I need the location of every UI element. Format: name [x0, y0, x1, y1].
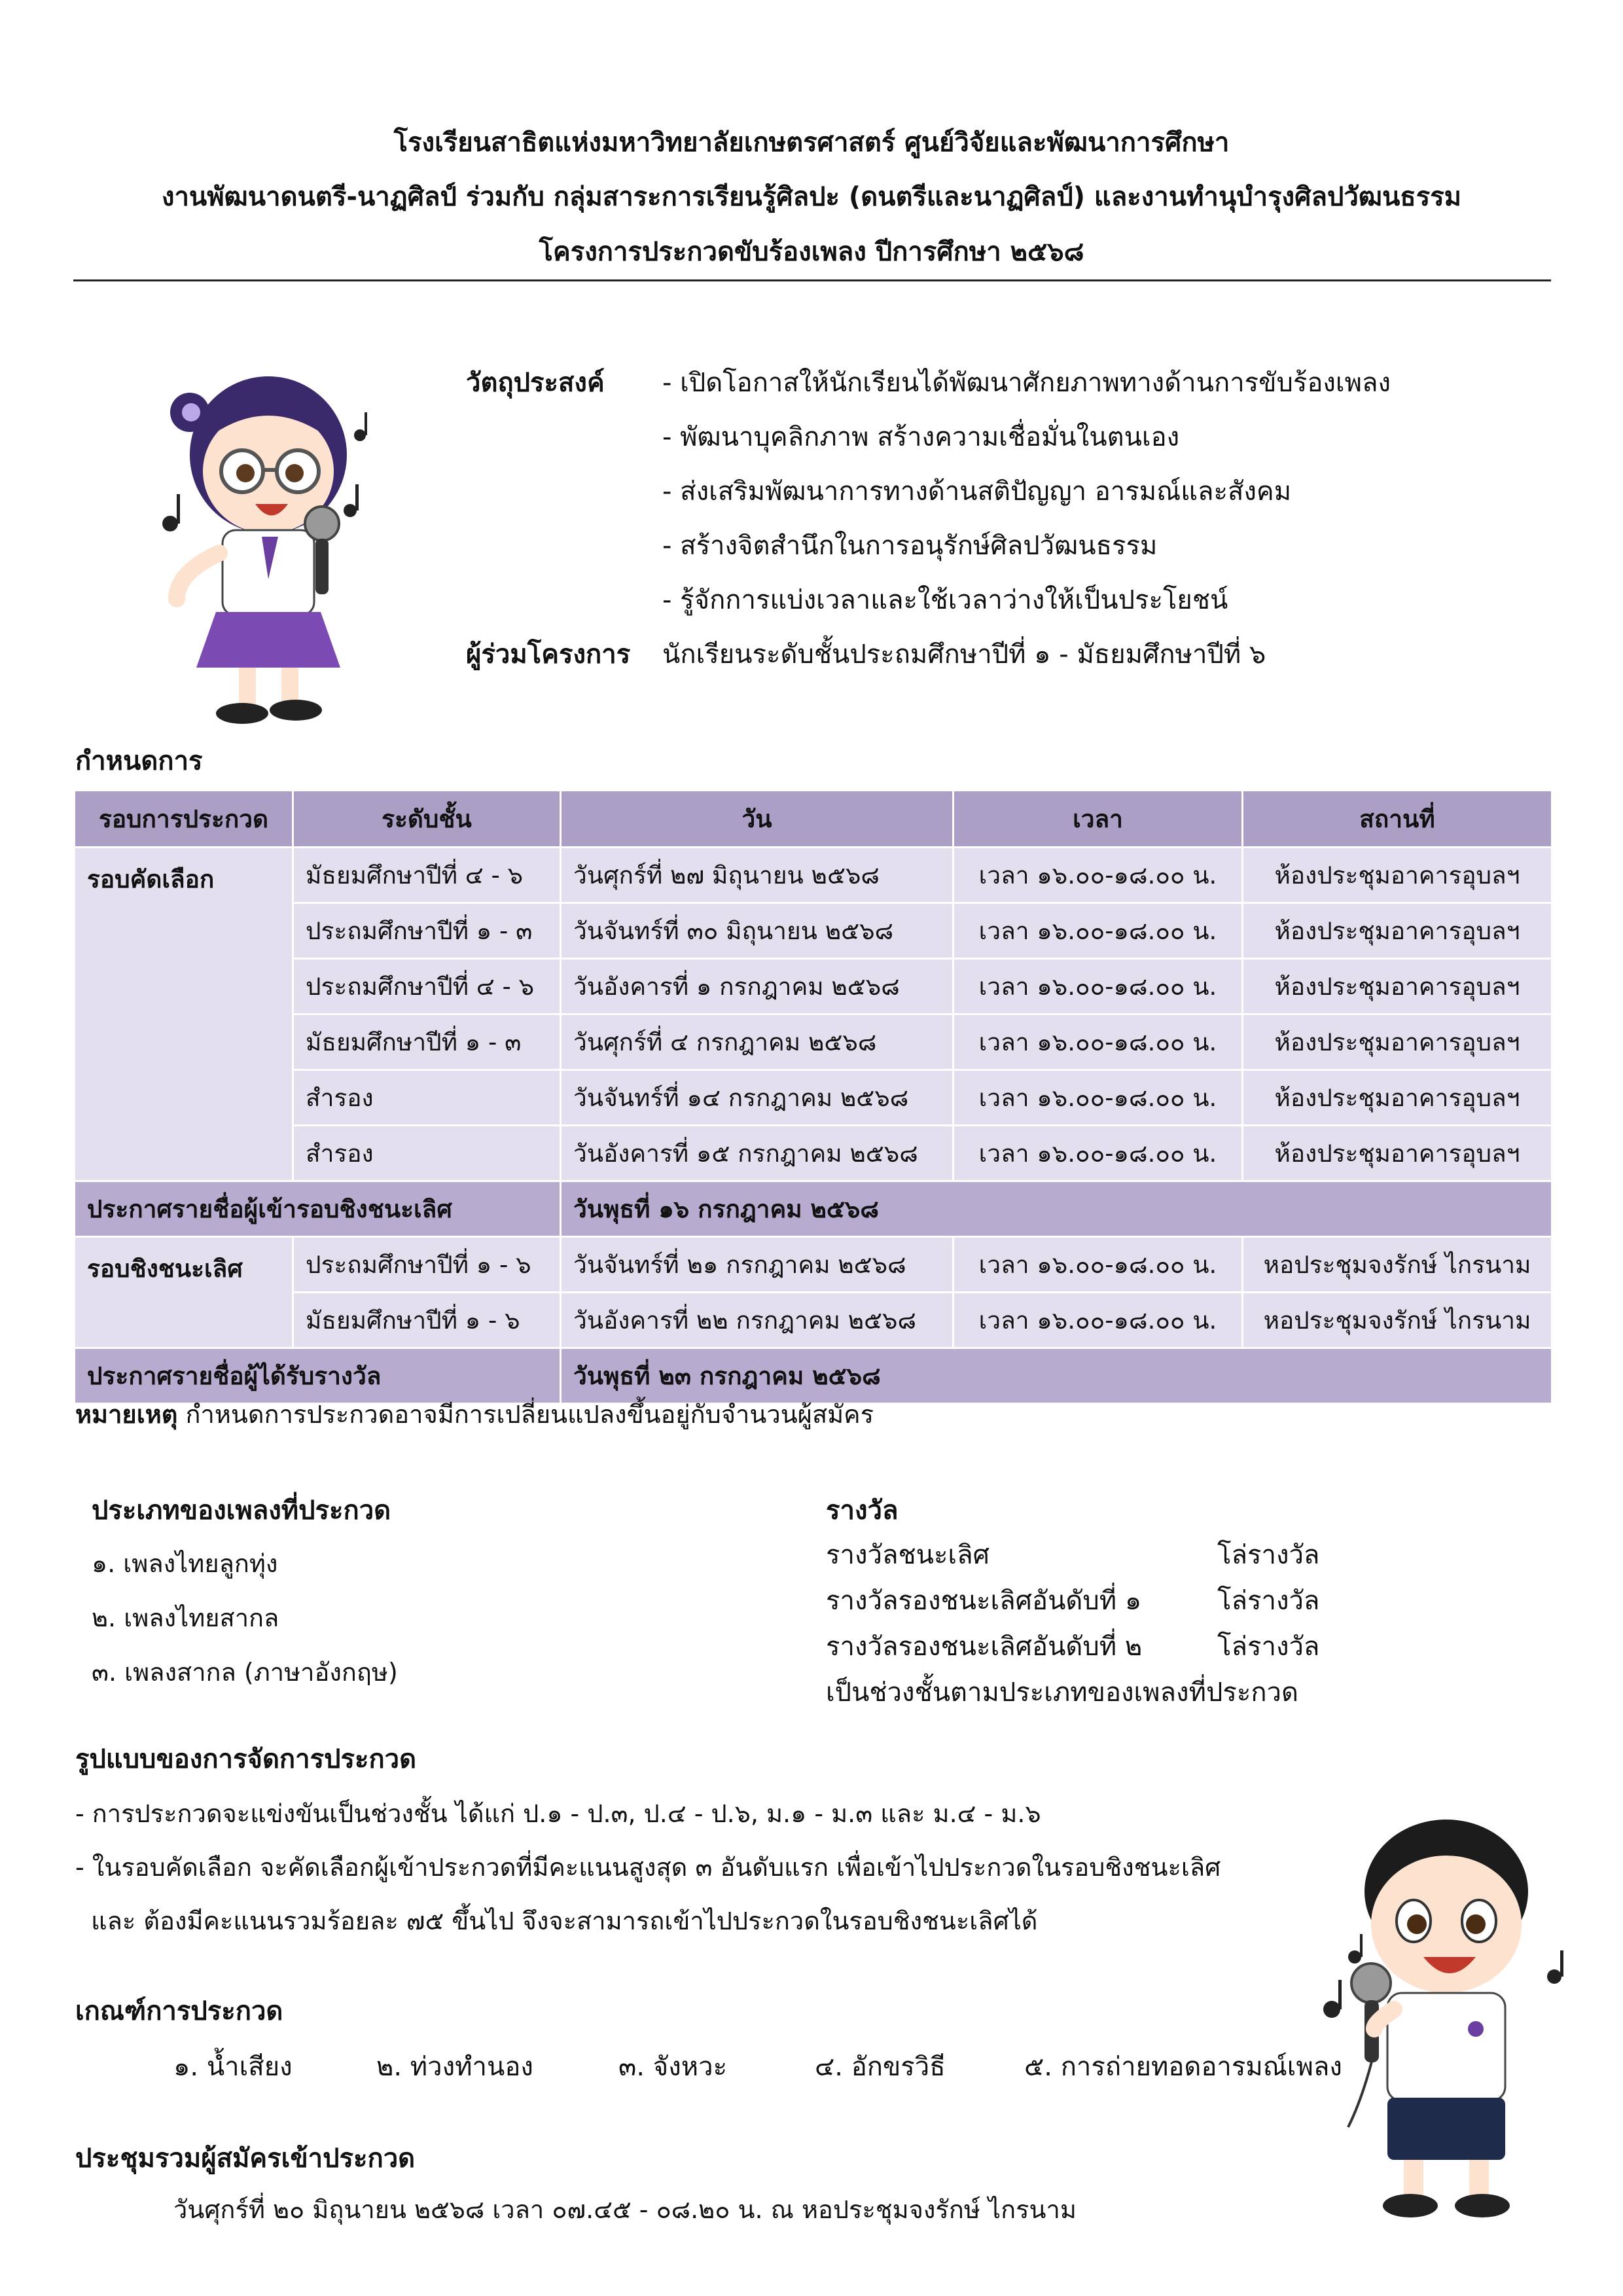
table-row	[75, 848, 1552, 903]
schedule-header-row	[75, 791, 1552, 848]
objective-item-4: - สร้างจิตสำนึกในการอนุรักษ์ศิลปวัฒนธรรม	[662, 531, 1158, 561]
level-cell: ประถมศึกษาปีที่ ๑ - ๖	[293, 1237, 561, 1293]
meeting-text: วันศุกร์ที่ ๒๐ มิถุนายน ๒๕๖๘ เวลา ๐๗.๔๕ - ๐๘.๒๐ น. ณ หอประชุมจงรักษ์ ไกรนาม	[173, 2195, 1077, 2224]
date-cell: วันจันทร์ที่ ๑๔ กรกฎาคม ๒๕๖๘	[561, 1070, 954, 1126]
date-cell: วันอังคารที่ ๒๒ กรกฎาคม ๒๕๖๘	[561, 1293, 954, 1348]
criteria-item: ๕. การถ่ายทอดอารมณ์เพลง	[1024, 2052, 1342, 2082]
col-header-level: ระดับชั้น	[293, 791, 561, 848]
award-prize: โล่รางวัล	[1217, 1586, 1320, 1616]
date-cell: วันอังคารที่ ๑ กรกฎาคม ๒๕๖๘	[561, 959, 954, 1014]
place-cell: ห้องประชุมอาคารอุบลฯ	[1243, 1126, 1552, 1181]
header-line-3: โครงการประกวดขับร้องเพลง ปีการศึกษา ๒๕๖๘	[539, 237, 1084, 267]
table-row	[75, 903, 1552, 959]
objective-item-5: - รู้จักการแบ่งเวลาและใช้เวลาว่างให้เป็นประโยชน์	[662, 585, 1228, 615]
format-line-3: และ ต้องมีคะแนนรวมร้อยละ ๗๕ ขึ้นไป จึงจะสามารถเข้าไปประกวดในรอบชิงชนะเลิศได้	[75, 1907, 1038, 1935]
table-row	[75, 1237, 1552, 1293]
song-type-item: ๑. เพลงไทยลูกทุ่ง	[92, 1549, 278, 1578]
time-cell: เวลา ๑๖.๐๐-๑๘.๐๐ น.	[954, 1014, 1243, 1070]
time-cell: เวลา ๑๖.๐๐-๑๘.๐๐ น.	[954, 1237, 1243, 1293]
header-line-2: งานพัฒนาดนตรี-นาฏศิลป์ ร่วมกับ กลุ่มสาระการเรียนรู้ศิลปะ (ดนตรีและนาฏศิลป์) และงานทำนุบำรุงศิลปวัฒนธรรม	[161, 182, 1462, 212]
col-header-place: สถานที่	[1243, 791, 1552, 848]
format-line-2: - ในรอบคัดเลือก จะคัดเลือกผู้เข้าประกวดที่มีคะแนนสูงสุด ๓ อันดับแรก เพื่อเข้าไปประกวดในรอบชิงชนะเลิศ	[75, 1853, 1221, 1882]
participants-value: นักเรียนระดับชั้นประถมศึกษาปีที่ ๑ - มัธยมศึกษาปีที่ ๖	[662, 639, 1266, 670]
awards-title: รางวัล	[826, 1496, 899, 1526]
objective-item-3: - ส่งเสริมพัฒนาการทางด้านสติปัญญา อารมณ์และสังคม	[662, 476, 1292, 507]
round2-label: รอบชิงชนะเลิศ	[75, 1237, 293, 1348]
objective-item-1: - เปิดโอกาสให้นักเรียนได้พัฒนาศักยภาพทางด้านการขับร้องเพลง	[662, 368, 1391, 398]
level-cell: มัธยมศึกษาปีที่ ๔ - ๖	[293, 848, 561, 903]
col-header-date: วัน	[561, 791, 954, 848]
header-line-1: โรงเรียนสาธิตแห่งมหาวิทยาลัยเกษตรศาสตร์ ศูนย์วิจัยและพัฒนาการศึกษา	[393, 128, 1230, 158]
table-row	[75, 1126, 1552, 1181]
level-cell: สำรอง	[293, 1126, 561, 1181]
place-cell: หอประชุมจงรักษ์ ไกรนาม	[1243, 1293, 1552, 1348]
level-cell: ประถมศึกษาปีที่ ๑ - ๓	[293, 903, 561, 959]
date-cell: วันจันทร์ที่ ๒๑ กรกฎาคม ๒๕๖๘	[561, 1237, 954, 1293]
meeting-title: ประชุมรวมผู้สมัครเข้าประกวด	[75, 2144, 416, 2174]
table-row	[75, 1293, 1552, 1348]
table-row	[75, 1014, 1552, 1070]
note	[75, 1394, 874, 1434]
award-prize: โล่รางวัล	[1217, 1632, 1320, 1662]
criteria-item: ๑. น้ำเสียง	[173, 2052, 293, 2082]
criteria-item: ๓. จังหวะ	[618, 2052, 728, 2082]
format-line-1: - การประกวดจะแข่งขันเป็นช่วงชั้น ได้แก่ ป.๑ - ป.๓, ป.๔ - ป.๖, ม.๑ - ม.๓ และ ม.๔ - ม.๖	[75, 1799, 1041, 1828]
date-cell: วันศุกร์ที่ ๔ กรกฎาคม ๒๕๖๘	[561, 1014, 954, 1070]
date-cell: วันอังคารที่ ๑๕ กรกฎาคม ๒๕๖๘	[561, 1126, 954, 1181]
level-cell: มัธยมศึกษาปีที่ ๑ - ๖	[293, 1293, 561, 1348]
objective-item-2: - พัฒนาบุคลิกภาพ สร้างความเชื่อมั่นในตนเอง	[662, 422, 1180, 452]
announce-winners-label: ประกาศรายชื่อผู้ได้รับรางวัล	[75, 1348, 561, 1404]
level-cell: มัธยมศึกษาปีที่ ๑ - ๓	[293, 1014, 561, 1070]
boy-singer-illustration	[1309, 1813, 1584, 2232]
award-name: รางวัลรองชนะเลิศอันดับที่ ๒	[826, 1632, 1143, 1662]
time-cell: เวลา ๑๖.๐๐-๑๘.๐๐ น.	[954, 1070, 1243, 1126]
announcement-row	[75, 1181, 1552, 1237]
place-cell: ห้องประชุมอาคารอุบลฯ	[1243, 1014, 1552, 1070]
table-row	[75, 1070, 1552, 1126]
criteria-title: เกณฑ์การประกวด	[75, 1996, 283, 2026]
time-cell: เวลา ๑๖.๐๐-๑๘.๐๐ น.	[954, 903, 1243, 959]
announce-finalists-date: วันพุธที่ ๑๖ กรกฎาคม ๒๕๖๘	[561, 1181, 1552, 1237]
award-name: รางวัลชนะเลิศ	[826, 1540, 990, 1570]
place-cell: ห้องประชุมอาคารอุบลฯ	[1243, 959, 1552, 1014]
award-footnote: เป็นช่วงชั้นตามประเภทของเพลงที่ประกวด	[826, 1677, 1298, 1708]
announce-winners-date: วันพุธที่ ๒๓ กรกฎาคม ๒๕๖๘	[561, 1348, 1552, 1404]
round1-label: รอบคัดเลือก	[75, 848, 293, 1181]
level-cell: ประถมศึกษาปีที่ ๔ - ๖	[293, 959, 561, 1014]
date-cell: วันศุกร์ที่ ๒๗ มิถุนายน ๒๕๖๘	[561, 848, 954, 903]
schedule-table	[73, 789, 1553, 1405]
col-header-round: รอบการประกวด	[75, 791, 293, 848]
criteria-item: ๔. อักขรวิธี	[815, 2052, 946, 2082]
song-types-title: ประเภทของเพลงที่ประกวด	[92, 1496, 391, 1526]
time-cell: เวลา ๑๖.๐๐-๑๘.๐๐ น.	[954, 959, 1243, 1014]
col-header-time: เวลา	[954, 791, 1243, 848]
time-cell: เวลา ๑๖.๐๐-๑๘.๐๐ น.	[954, 1126, 1243, 1181]
header-divider	[73, 279, 1551, 281]
criteria-item: ๒. ท่วงทำนอง	[376, 2052, 533, 2082]
award-prize: โล่รางวัล	[1217, 1540, 1320, 1570]
announce-finalists-label: ประกาศรายชื่อผู้เข้ารอบชิงชนะเลิศ	[75, 1181, 561, 1237]
place-cell: ห้องประชุมอาคารอุบลฯ	[1243, 1070, 1552, 1126]
song-type-item: ๒. เพลงไทยสากล	[92, 1604, 279, 1632]
schedule-title: กำหนดการ	[75, 746, 203, 776]
participants-label: ผู้ร่วมโครงการ	[466, 639, 631, 670]
table-row	[75, 959, 1552, 1014]
place-cell: หอประชุมจงรักษ์ ไกรนาม	[1243, 1237, 1552, 1293]
level-cell: สำรอง	[293, 1070, 561, 1126]
objectives-label: วัตถุประสงค์	[466, 368, 605, 398]
song-type-item: ๓. เพลงสากล (ภาษาอังกฤษ)	[92, 1658, 398, 1687]
date-cell: วันจันทร์ที่ ๓๐ มิถุนายน ๒๕๖๘	[561, 903, 954, 959]
time-cell: เวลา ๑๖.๐๐-๑๘.๐๐ น.	[954, 848, 1243, 903]
place-cell: ห้องประชุมอาคารอุบลฯ	[1243, 848, 1552, 903]
award-name: รางวัลรองชนะเลิศอันดับที่ ๑	[826, 1586, 1142, 1616]
time-cell: เวลา ๑๖.๐๐-๑๘.๐๐ น.	[954, 1293, 1243, 1348]
place-cell: ห้องประชุมอาคารอุบลฯ	[1243, 903, 1552, 959]
girl-singer-illustration	[151, 363, 386, 730]
format-title: รูปแบบของการจัดการประกวด	[75, 1744, 417, 1774]
note-label: หมายเหตุ	[75, 1400, 178, 1429]
note-text: กำหนดการประกวดอาจมีการเปลี่ยนแปลงขึ้นอยู่กับจำนวนผู้สมัคร	[185, 1400, 874, 1429]
